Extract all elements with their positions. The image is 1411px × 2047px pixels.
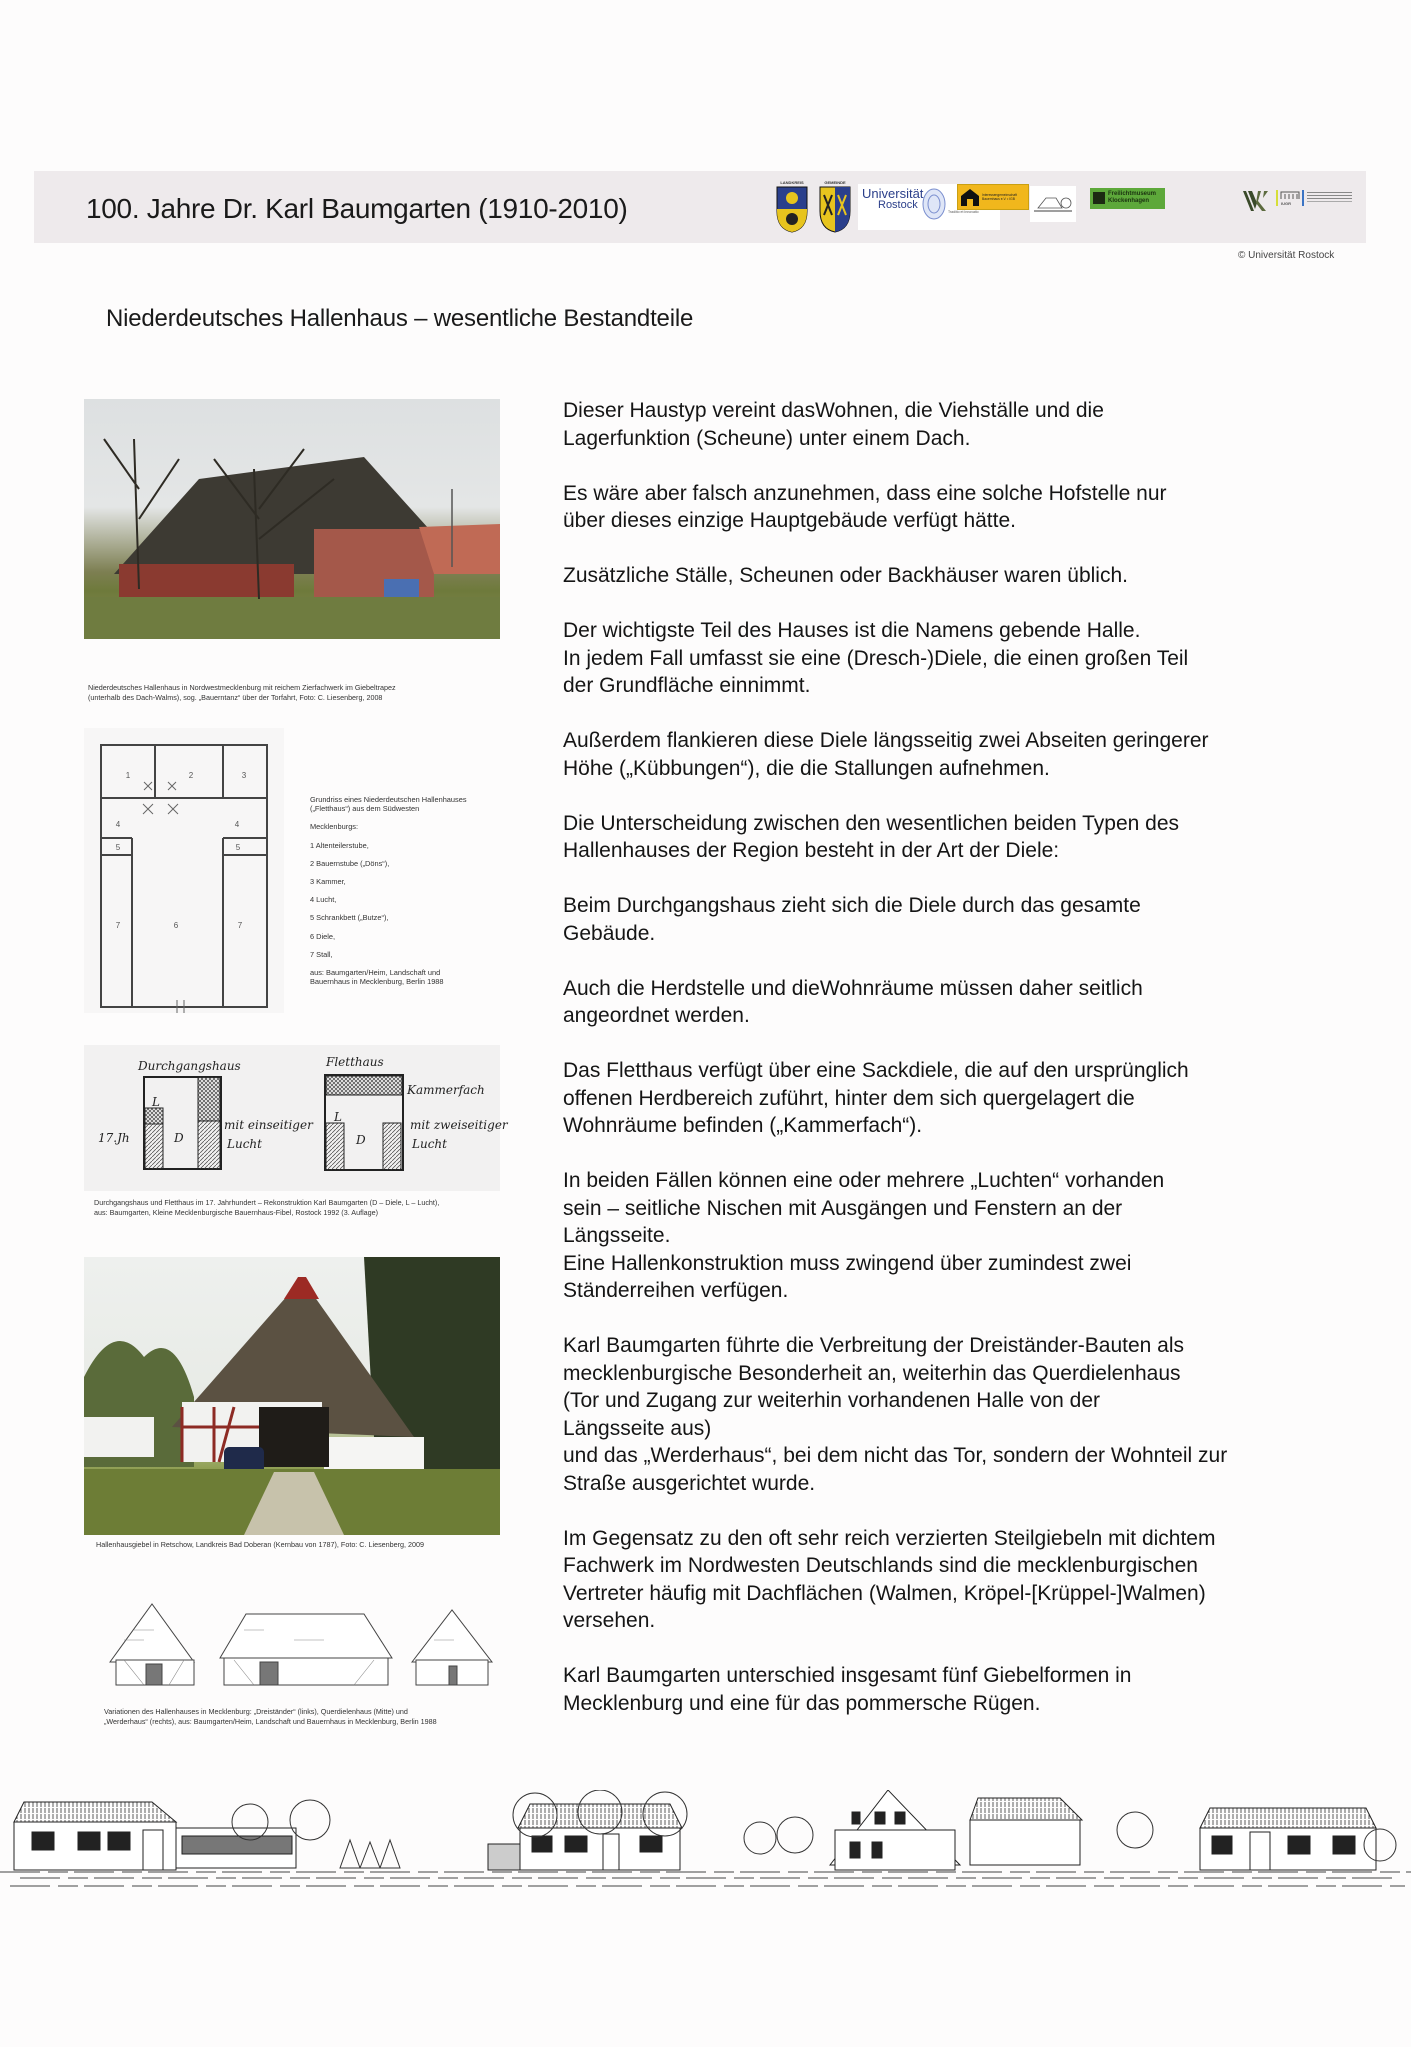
sketch-letter-l: L	[334, 1110, 342, 1124]
room-number: 7	[237, 921, 243, 930]
body-line: In jedem Fall umfasst sie eine (Dresch-)Diele, die einen großen Teil	[563, 646, 1189, 670]
bauernhaus-text	[982, 193, 1017, 201]
freilicht-text	[1108, 191, 1156, 205]
body-paragraph	[563, 975, 1363, 1030]
body-paragraph	[563, 1057, 1363, 1140]
body-paragraph	[563, 1167, 1363, 1305]
freilicht-emblem-icon	[1093, 192, 1105, 204]
iugr-building-icon	[1280, 190, 1300, 200]
sketch-label: Lucht	[412, 1137, 447, 1151]
body-line: Außerdem flankieren diese Diele längsseitig zwei Abseiten geringerer	[563, 729, 1209, 752]
legend-item: 2 Bauernstube („Döns“),	[310, 858, 390, 868]
body-line: Lagerfunktion (Scheune) unter einem Dach.	[563, 426, 971, 450]
sketch-label: mit zweiseitiger	[410, 1118, 508, 1132]
legend-item: 4 Lucht,	[310, 895, 337, 905]
body-paragraph	[563, 892, 1363, 947]
sketch-letter-d: D	[356, 1133, 366, 1147]
body-line: In beiden Fällen können eine oder mehrere „Luchten“ vorhanden	[563, 1169, 1165, 1192]
body-paragraph	[563, 562, 1363, 590]
body-line: Die Unterscheidung zwischen den wesentlichen beiden Typen des	[563, 811, 1180, 835]
room-number: 5	[235, 843, 241, 852]
legend-line: Mecklenburgs:	[310, 822, 359, 832]
body-paragraph	[563, 397, 1363, 452]
photo2-caption: Hallenhausgiebel in Retschow, Landkreis Bad Doberan (Kernbau von 1787), Foto: C. Liesenberg, 2009	[96, 1540, 425, 1549]
vk-logo	[1242, 190, 1270, 212]
body-line: Zusätzliche Ställe, Scheunen oder Backhäuser waren üblich.	[563, 564, 1128, 587]
legend-item: 6 Diele,	[310, 931, 336, 941]
body-paragraph	[563, 617, 1363, 700]
iugr-logo	[1276, 188, 1356, 210]
sketch-letter-l: L	[152, 1095, 160, 1109]
body-line: offenen Herdbereich zuführt, hinter dem sich quergelagert die	[563, 1086, 1135, 1110]
sketch-label: Kammerfach	[407, 1083, 485, 1097]
sketch-label: mit einseitiger	[224, 1118, 313, 1132]
body-line: Wohnräume befinden („Kammerfach“).	[563, 1114, 923, 1137]
body-line: Auch die Herdstelle und dieWohnräume müssen daher seitlich	[563, 976, 1143, 1000]
photo-hallenhaus-nordwestmecklenburg	[84, 399, 500, 639]
body-line: mecklenburgische Besonderheit an, weiterhin das Querdielenhaus	[563, 1361, 1181, 1385]
iugr-label: IUGR	[1281, 201, 1291, 206]
bauernhaus-logo	[957, 184, 1029, 210]
sketch-label: Lucht	[227, 1137, 262, 1151]
body-line: Karl Baumgarten führte die Verbreitung der Dreiständer-Bauten als	[563, 1334, 1185, 1357]
body-line: Längsseite.	[563, 1224, 671, 1247]
room-number: 7	[115, 921, 121, 930]
sketch-durchgangshaus-fletthaus	[84, 1045, 508, 1191]
body-line: Karl Baumgarten unterschied insgesamt fünf Giebelformen in	[563, 1664, 1132, 1687]
body-line: Vertreter häufig mit Dachflächen (Walmen, Kröpel-[Krüppel-]Walmen)	[563, 1581, 1206, 1605]
body-line: Ständerreihen verfügen.	[563, 1279, 789, 1302]
legend-source: Bauernhaus in Mecklenburg, Berlin 1988	[310, 977, 444, 987]
freilicht-line2: Klockenhagen	[1108, 198, 1150, 204]
body-line: Der wichtigste Teil des Hauses ist die Namens gebende Halle.	[563, 619, 1141, 642]
body-line: über dieses einzige Hauptgebäude verfügt hätte.	[563, 509, 1016, 532]
freilichtmuseum-logo	[1090, 188, 1165, 209]
legend-item: 3 Kammer,	[310, 877, 346, 887]
body-paragraph	[563, 1332, 1363, 1497]
body-paragraph	[563, 810, 1363, 865]
caption-line: aus: Baumgarten, Kleine Mecklenburgische Bauernhaus-Fibel, Rostock 1992 (3. Auflage)	[94, 1207, 379, 1217]
body-line: Höhe („Kübbungen“), die die Stallungen aufnehmen.	[563, 756, 1050, 780]
gemeinde-label: GEMEINDE	[824, 180, 846, 185]
caption-line: „Werderhaus“ (rechts), aus: Baumgarten/Heim, Landschaft und Bauernhaus in Mecklenburg, Berlin 1988	[104, 1716, 437, 1726]
sketch-letter-d: D	[174, 1131, 184, 1145]
sketch-title-durchgangshaus: Durchgangshaus	[138, 1059, 241, 1073]
body-line: Beim Durchgangshaus zieht sich die Diele durch das gesamte	[563, 894, 1141, 917]
page-title: 100. Jahre Dr. Karl Baumgarten (1910-2010)	[86, 193, 628, 224]
body-paragraph	[563, 1525, 1363, 1635]
caption-line: (unterhalb des Dach-Walms), sog. „Bauerntanz“ über der Torfahrt, Foto: C. Liesenberg, 2008	[88, 692, 383, 702]
body-line: Das Fletthaus verfügt über eine Sackdiele, die auf den ursprünglich	[563, 1059, 1189, 1082]
room-number: 4	[115, 820, 121, 829]
landkreis-label: LANDKREIS	[780, 180, 804, 185]
body-line: versehen.	[563, 1609, 656, 1632]
uni-motto: Traditio et Innovatio	[948, 210, 979, 214]
photo1-caption	[88, 683, 396, 702]
body-line: (Tor und Zugang zur weiterhin vorhandenen Halle von der	[563, 1389, 1100, 1412]
body-paragraph	[563, 480, 1363, 535]
body-line: Längsseite aus)	[563, 1416, 712, 1440]
body-line: Hallenhauses der Region besteht in der Art der Diele:	[563, 839, 1060, 862]
copyright-notice: © Universität Rostock	[1238, 250, 1335, 261]
body-line: und das „Werderhaus“, bei dem nicht das Tor, sondern der Wohnteil zur	[563, 1444, 1228, 1467]
gemeinde-crest-logo	[818, 180, 852, 234]
museum-drawing-logo	[1030, 186, 1076, 222]
bottom-village-illustration	[0, 1790, 1411, 1890]
uni-name-line1: Universität	[862, 186, 924, 201]
body-line: Eine Hallenkonstruktion muss zwingend über zumindest zwei	[563, 1251, 1132, 1275]
variations-caption	[104, 1707, 437, 1726]
sketch-date: 17.Jh	[98, 1131, 130, 1145]
uni-name-line2: Rostock	[878, 199, 918, 211]
caption-line: Durchgangshaus und Fletthaus im 17. Jahrhundert – Rekonstruktion Karl Baumgarten (D – Diele, L – Lucht),	[94, 1198, 440, 1207]
body-line: sein – seitliche Nischen mit Ausgängen und Fenstern an der	[563, 1196, 1123, 1220]
room-number: 3	[241, 771, 247, 780]
room-number: 6	[173, 921, 179, 930]
legend-line: Grundriss eines Niederdeutschen Hallenhauses	[310, 795, 467, 804]
sketch-caption	[94, 1198, 439, 1217]
section-heading: Niederdeutsches Hallenhaus – wesentliche Bestandteile	[106, 305, 694, 332]
floor-plan-legend	[310, 795, 467, 986]
legend-line: („Fletthaus“) aus dem Südwesten	[310, 804, 420, 814]
body-line: Fachwerk im Nordwesten Deutschlands sind die mecklenburgischen	[563, 1554, 1198, 1577]
room-number: 1	[125, 771, 131, 780]
house-icon	[960, 187, 980, 207]
legend-item: 7 Stall,	[310, 949, 333, 959]
body-paragraph	[563, 727, 1363, 782]
body-line: Gebäude.	[563, 921, 656, 945]
body-paragraph	[563, 1662, 1363, 1717]
photo-hallenhausgiebel-retschow	[84, 1257, 500, 1535]
floor-plan-fletthaus	[84, 728, 284, 1013]
room-number: 4	[234, 820, 240, 829]
sketch-title-fletthaus: Fletthaus	[326, 1055, 384, 1069]
freilicht-line1: Freilichtmuseum	[1108, 191, 1157, 197]
legend-item: 1 Altenteilerstube,	[310, 840, 369, 850]
body-line: der Grundfläche einnimmt.	[563, 674, 811, 697]
main-text	[563, 397, 1363, 1745]
uni-seal-icon	[922, 187, 946, 221]
body-line: Straße ausgerichtet wurde.	[563, 1471, 816, 1495]
body-line: Es wäre aber falsch anzunehmen, dass eine solche Hofstelle nur	[563, 481, 1167, 505]
landkreis-crest-logo	[775, 180, 809, 234]
bauernhaus-line1: Interessengemeinschaft	[982, 193, 1018, 197]
caption-line: Variationen des Hallenhauses in Mecklenburg: „Dreiständer“ (links), Querdielenhaus (Mitte) und	[104, 1707, 408, 1716]
drawing-hallenhaus-variations	[94, 1600, 494, 1688]
body-line: Mecklenburg und eine für das pommersche Rügen.	[563, 1691, 1041, 1715]
body-line: Dieser Haustyp vereint dasWohnen, die Viehställe und die	[563, 399, 1104, 422]
legend-source: aus: Baumgarten/Heim, Landschaft und	[310, 968, 441, 978]
room-number: 5	[115, 843, 121, 852]
room-number: 2	[188, 771, 194, 780]
bauernhaus-line2: Bauernhaus e.V. • IGB	[982, 197, 1015, 201]
caption-line: Niederdeutsches Hallenhaus in Nordwestmecklenburg mit reichem Zierfachwerk im Giebeltrapez	[88, 683, 396, 692]
body-line: Im Gegensatz zu den oft sehr reich verzierten Steilgiebeln mit dichtem	[563, 1526, 1216, 1550]
body-line: angeordnet werden.	[563, 1004, 750, 1027]
legend-item: 5 Schrankbett („Butze“),	[310, 913, 389, 923]
